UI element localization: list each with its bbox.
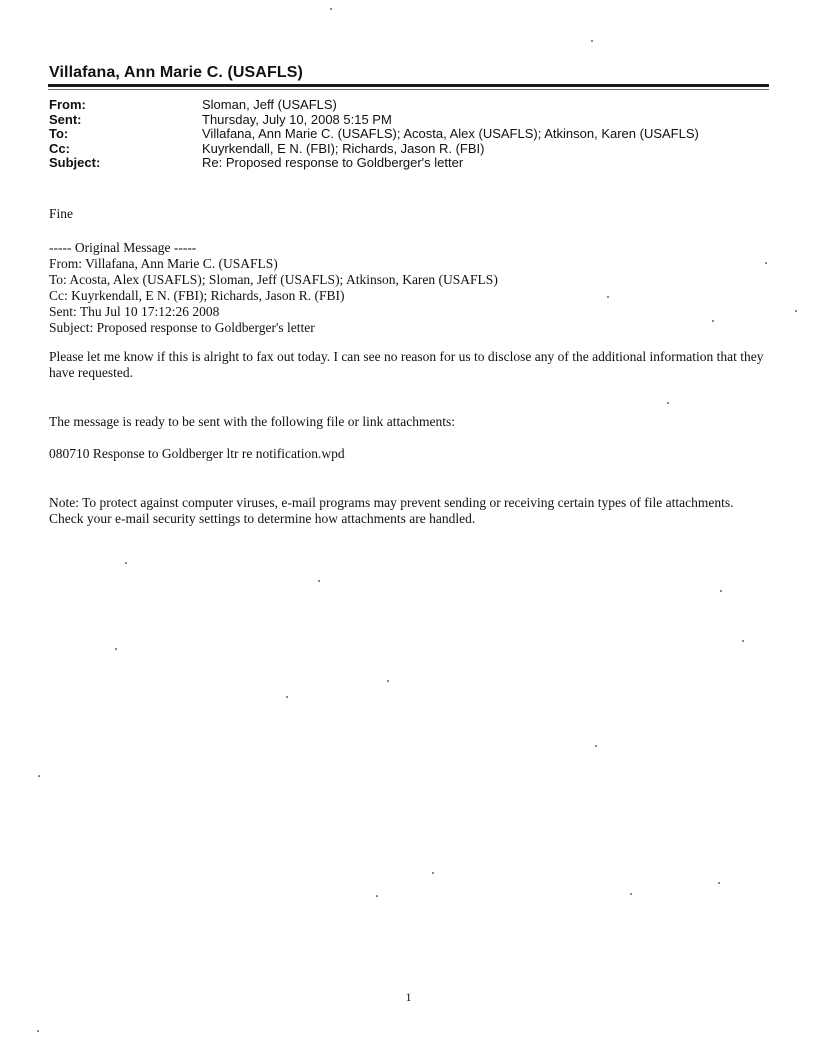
scan-speck <box>630 893 632 895</box>
to-value: Villafana, Ann Marie C. (USAFLS); Acosta, Alex (USAFLS); Atkinson, Karen (USAFLS) <box>202 126 699 141</box>
scan-speck <box>376 895 378 897</box>
subject-value: Re: Proposed response to Goldberger's letter <box>202 155 464 170</box>
scan-speck <box>432 872 434 874</box>
to-label: To: <box>49 126 69 141</box>
original-subject: Subject: Proposed response to Goldberger's letter <box>49 320 315 335</box>
scan-speck <box>795 310 797 312</box>
scan-speck <box>37 1030 39 1032</box>
scan-speck <box>607 296 609 298</box>
attachment-notice: The message is ready to be sent with the following file or link attachments: <box>49 414 456 429</box>
mailbox-owner-title: Villafana, Ann Marie C. (USAFLS) <box>49 64 303 81</box>
scan-speck <box>712 320 714 322</box>
scan-speck <box>125 562 127 564</box>
sent-value: Thursday, July 10, 2008 5:15 PM <box>202 111 392 127</box>
scan-speck <box>742 640 744 642</box>
scan-speck <box>718 882 720 884</box>
header-sent-row <box>49 113 699 128</box>
header-rule-thick <box>48 84 769 87</box>
scan-speck <box>591 40 593 42</box>
scan-speck <box>387 680 389 682</box>
security-note: Note: To protect against computer viruses, e-mail programs may prevent sending or receiving certain types of file attachments. Check your e-mail security settings to determine how attachments are handled. <box>49 495 734 526</box>
scan-speck <box>667 402 669 404</box>
header-from-row <box>49 98 699 113</box>
scan-speck <box>318 580 320 582</box>
from-value: Sloman, Jeff (USAFLS) <box>202 97 337 112</box>
scan-speck <box>720 590 722 592</box>
header-to-row <box>49 127 699 142</box>
header-rule-thin <box>48 89 769 90</box>
cc-value: Kuyrkendall, E N. (FBI); Richards, Jason R. (FBI) <box>202 140 485 156</box>
scan-speck <box>765 262 767 264</box>
attachment-filename: 080710 Response to Goldberger ltr re notification.wpd <box>49 446 345 461</box>
scan-speck <box>330 8 332 10</box>
header-cc-row <box>49 142 699 157</box>
message-body: Please let me know if this is alright to fax out today. I can see no reason for us to disclose any of the additional information that they have requested. <box>49 349 764 380</box>
cc-label: Cc: <box>49 140 70 156</box>
scan-speck <box>595 745 597 747</box>
from-label: From: <box>49 97 86 112</box>
scan-speck <box>286 696 288 698</box>
header-subject-row <box>49 156 699 171</box>
email-header <box>49 98 699 171</box>
page-number: 1 <box>405 990 412 1004</box>
scan-speck <box>38 775 40 777</box>
original-message-separator: ----- Original Message ----- <box>49 240 197 255</box>
scan-speck <box>115 648 117 650</box>
original-message-block <box>49 240 769 336</box>
original-sent: Sent: Thu Jul 10 17:12:26 2008 <box>49 304 220 319</box>
sent-label: Sent: <box>49 111 82 127</box>
original-to: To: Acosta, Alex (USAFLS); Sloman, Jeff (USAFLS); Atkinson, Karen (USAFLS) <box>49 272 498 287</box>
original-from: From: Villafana, Ann Marie C. (USAFLS) <box>49 256 278 271</box>
reply-text: Fine <box>49 206 74 221</box>
original-cc: Cc: Kuyrkendall, E N. (FBI); Richards, Jason R. (FBI) <box>49 288 345 303</box>
subject-label: Subject: <box>49 155 101 170</box>
